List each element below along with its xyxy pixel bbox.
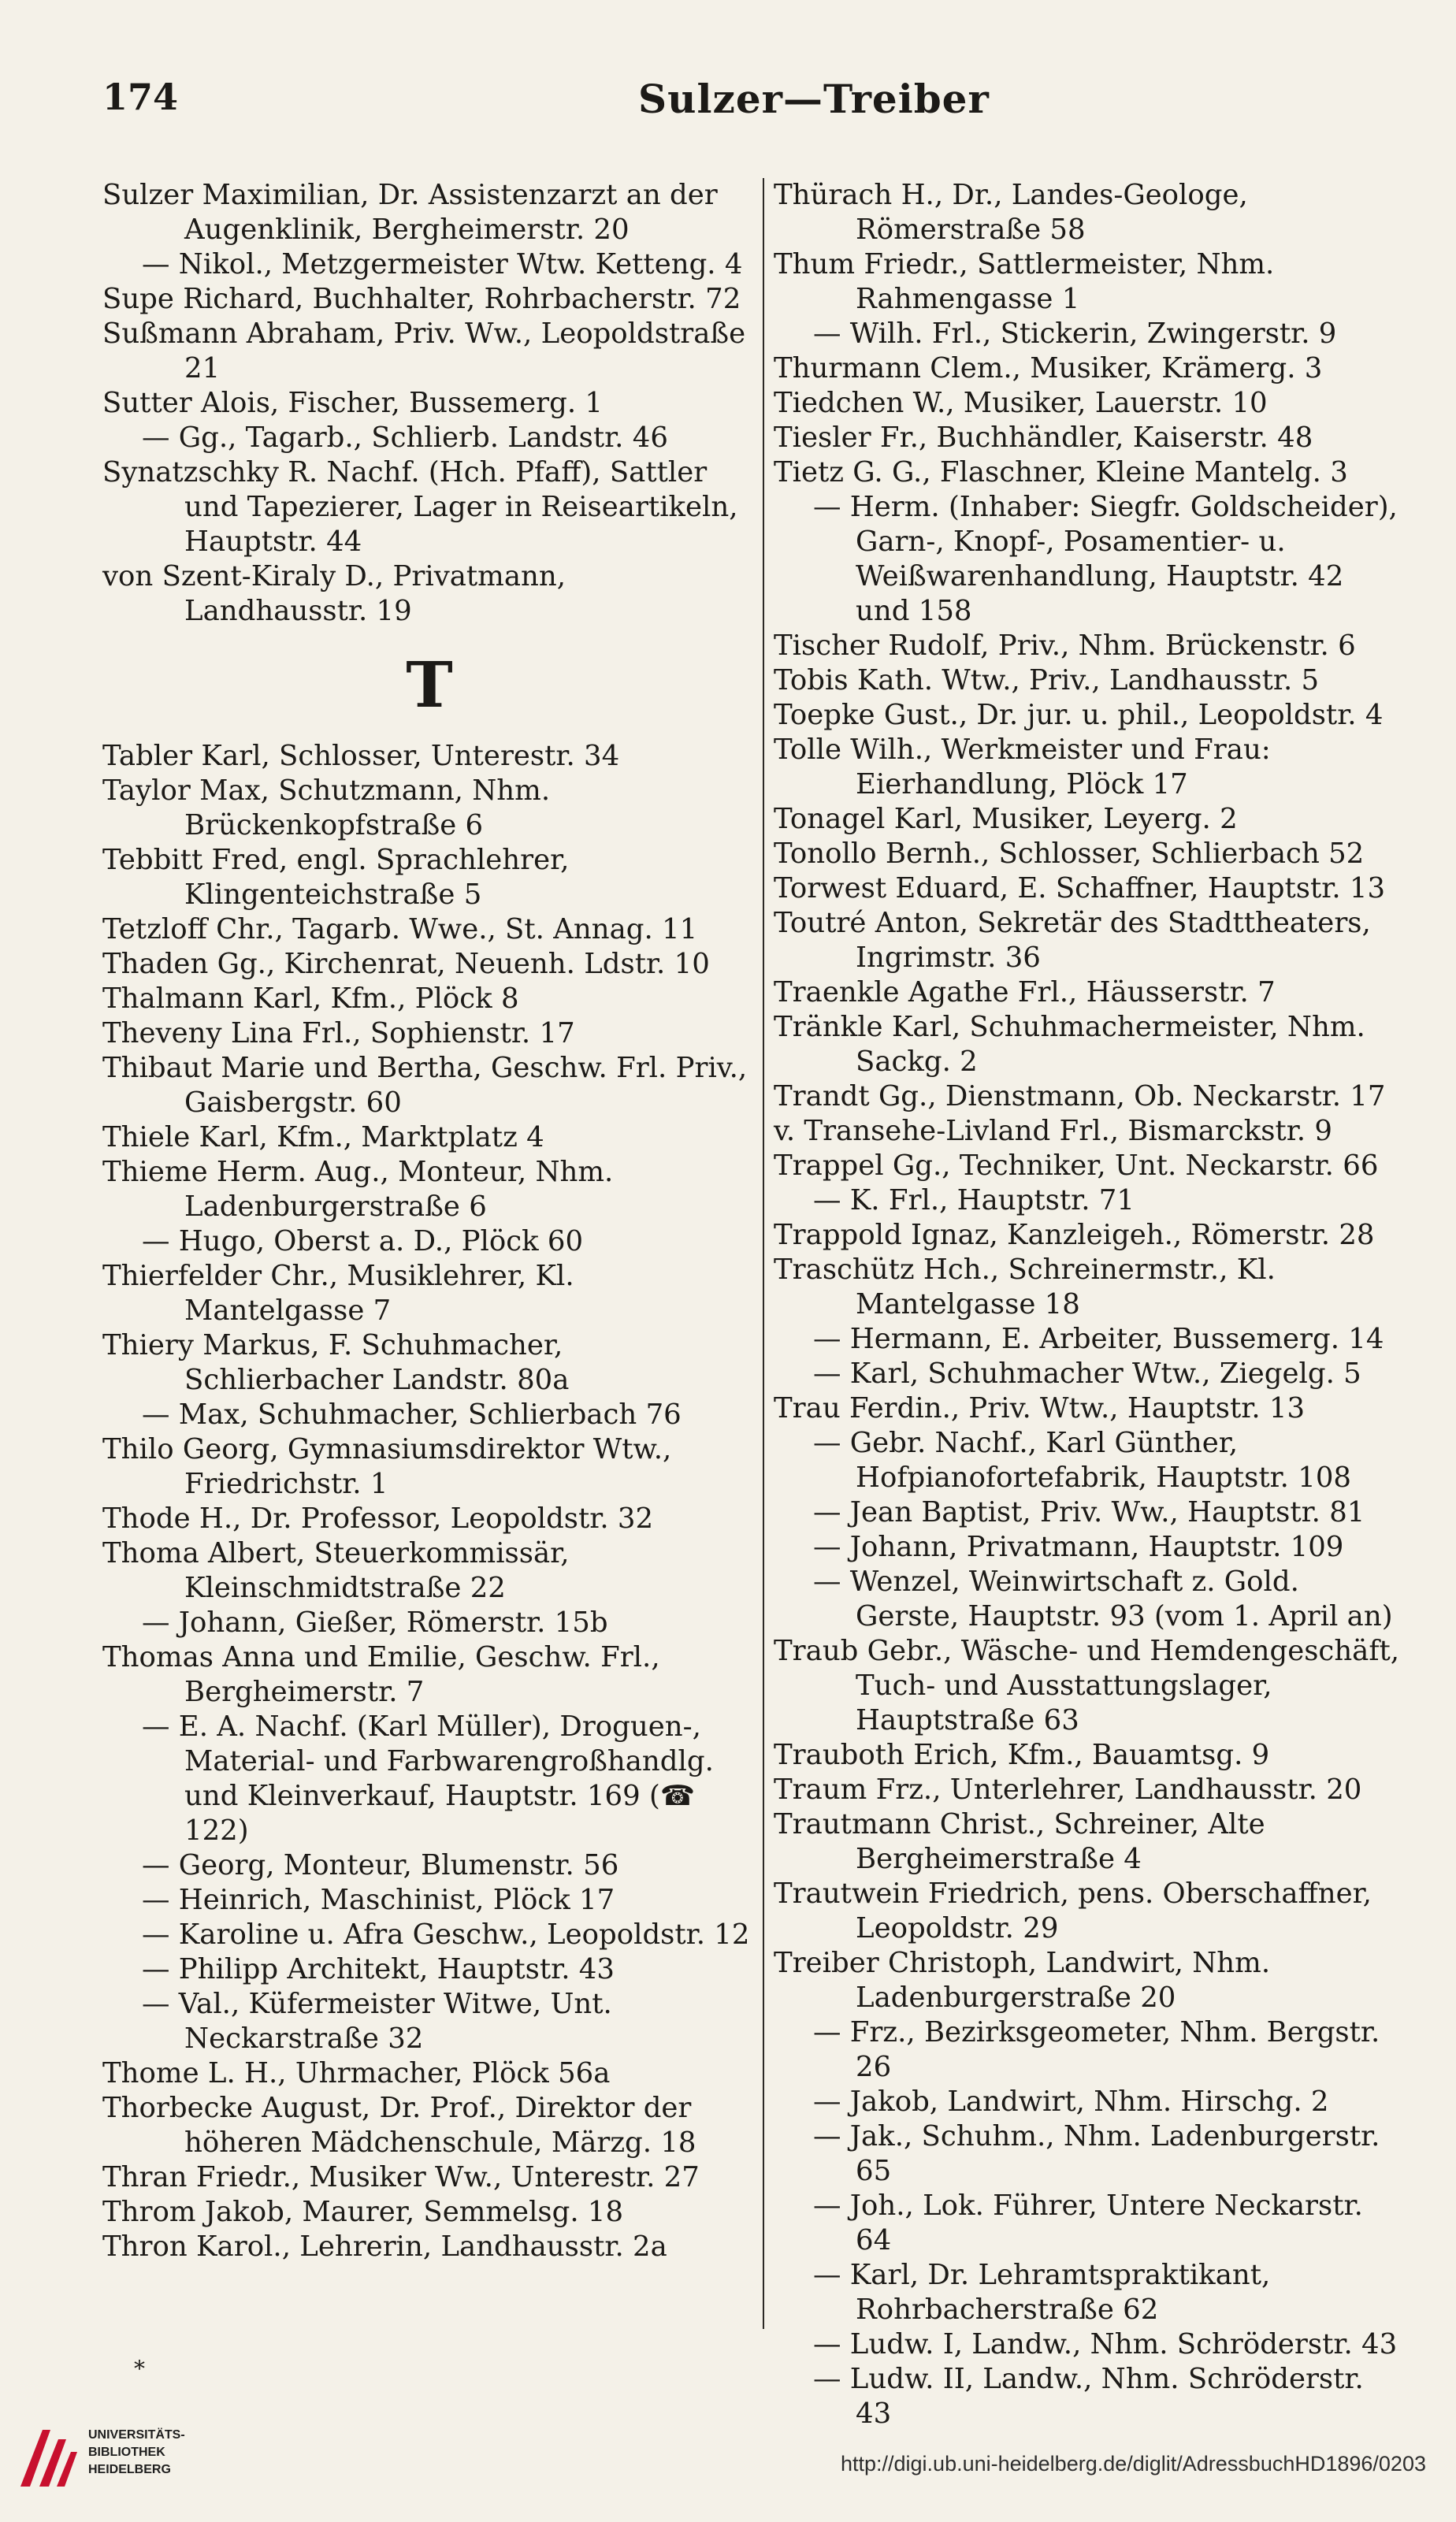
footnote-asterisk: * [134,2356,145,2382]
directory-entry: Tiedchen W., Musiker, Lauerstr. 10 [774,387,1268,419]
directory-entry: Traum Frz., Unterlehrer, Landhausstr. 20 [774,1774,1362,1806]
directory-entry: Thaden Gg., Kirchenrat, Neuenh. Ldstr. 10 [102,948,710,980]
directory-entry: Thode H., Dr. Professor, Leopoldstr. 32 [102,1502,654,1535]
directory-entry: — Georg, Monteur, Blumenstr. 56 [142,1849,619,1881]
directory-entry: Thiery Markus, F. Schuhmacher, Schlierbacher Landstr. 80a [102,1329,570,1396]
directory-entry: — Gebr. Nachf., Karl Günther, Hofpianofortefabrik, Hauptstr. 108 [813,1427,1351,1494]
directory-entry: Traub Gebr., Wäsche- und Hemdengeschäft, Tuch- und Ausstattungslager, Hauptstraße 63 [774,1635,1400,1736]
directory-entry: — Jakob, Landwirt, Nhm. Hirschg. 2 [813,2086,1329,2118]
directory-entry: Taylor Max, Schutzmann, Nhm. Brückenkopfstraße 6 [102,774,551,841]
directory-entry: Tetzloff Chr., Tagarb. Wwe., St. Annag. 11 [102,913,698,945]
column-divider [763,178,764,2329]
directory-entry: Thomas Anna und Emilie, Geschw. Frl., Bergheimerstr. 7 [102,1641,660,1708]
directory-entry: Supe Richard, Buchhalter, Rohrbacherstr. 72 [102,283,741,315]
directory-entry: — Max, Schuhmacher, Schlierbach 76 [142,1398,682,1431]
directory-entry: Thoma Albert, Steuerkommissär, Kleinschmidtstraße 22 [102,1537,570,1604]
directory-entry: Tonollo Bernh., Schlosser, Schlierbach 52 [774,838,1365,870]
directory-entry: Sußmann Abraham, Priv. Ww., Leopoldstraße 21 [102,318,746,384]
directory-entry: — Val., Küfermeister Witwe, Unt. Neckarstraße 32 [142,1988,612,2055]
directory-entry: — Johann, Privatmann, Hauptstr. 109 [813,1531,1344,1563]
directory-entry: Thibaut Marie und Bertha, Geschw. Frl. Priv., Gaisbergstr. 60 [102,1052,748,1119]
directory-entry: — Frz., Bezirksgeometer, Nhm. Bergstr. 26 [813,2016,1380,2083]
directory-entry: von Szent-Kiraly D., Privatmann, Landhausstr. 19 [102,560,566,627]
directory-entry: — Jean Baptist, Priv. Ww., Hauptstr. 81 [813,1496,1365,1528]
directory-entry: — Joh., Lok. Führer, Untere Neckarstr. 64 [813,2190,1363,2256]
directory-entry: Thiele Karl, Kfm., Marktplatz 4 [102,1121,544,1153]
directory-entry: Thilo Georg, Gymnasiumsdirektor Wtw., Friedrichstr. 1 [102,1433,672,1500]
directory-entry: — Hugo, Oberst a. D., Plöck 60 [142,1225,584,1257]
left-column [102,178,756,2264]
directory-entry: — Nikol., Metzgermeister Wtw. Ketteng. 4 [142,248,743,280]
directory-entry: Trappel Gg., Techniker, Unt. Neckarstr. 66 [774,1150,1379,1182]
page-number: 174 [102,76,179,118]
directory-entry: — Gg., Tagarb., Schlierb. Landstr. 46 [142,422,668,454]
directory-entry: Tobis Kath. Wtw., Priv., Landhausstr. 5 [774,664,1320,696]
right-column [774,178,1404,2431]
directory-entry: — Jak., Schuhm., Nhm. Ladenburgerstr. 65 [813,2120,1380,2187]
directory-entry: — Heinrich, Maschinist, Plöck 17 [142,1884,615,1916]
directory-entry: Thalmann Karl, Kfm., Plöck 8 [102,982,519,1015]
directory-entry: — K. Frl., Hauptstr. 71 [813,1184,1135,1216]
directory-entry: Tolle Wilh., Werkmeister und Frau: Eierhandlung, Plöck 17 [774,734,1271,800]
section-letter: T [406,648,453,722]
directory-entry: Trautmann Christ., Schreiner, Alte Bergheimerstraße 4 [774,1808,1265,1875]
directory-entry: Thome L. H., Uhrmacher, Plöck 56a [102,2057,611,2089]
directory-entry: — Johann, Gießer, Römerstr. 15b [142,1606,608,1639]
directory-entry: Trandt Gg., Dienstmann, Ob. Neckarstr. 17 [774,1080,1386,1112]
directory-entry: Trautwein Friedrich, pens. Oberschaffner, Leopoldstr. 29 [774,1878,1372,1944]
directory-entry: Tischer Rudolf, Priv., Nhm. Brückenstr. 6 [774,630,1356,662]
directory-entry: Theveny Lina Frl., Sophienstr. 17 [102,1017,575,1049]
directory-entry: Tebbitt Fred, engl. Sprachlehrer, Klingenteichstraße 5 [102,844,570,911]
directory-entry: — Karl, Dr. Lehramtspraktikant, Rohrbacherstraße 62 [813,2259,1271,2326]
directory-entry: Sutter Alois, Fischer, Bussemerg. 1 [102,387,603,419]
directory-entry: Traenkle Agathe Frl., Häusserstr. 7 [774,976,1276,1008]
directory-entry: Thran Friedr., Musiker Ww., Unterestr. 27 [102,2161,700,2193]
directory-entry: — Karoline u. Afra Geschw., Leopoldstr. 12 [142,1918,750,1951]
directory-entry: — Ludw. II, Landw., Nhm. Schröderstr. 43 [813,2363,1364,2430]
directory-entry: Toepke Gust., Dr. jur. u. phil., Leopoldstr. 4 [774,699,1384,731]
directory-entry: Torwest Eduard, E. Schaffner, Hauptstr. 13 [774,872,1386,904]
directory-entry: Tietz G. G., Flaschner, Kleine Mantelg. 3 [774,456,1348,488]
logo-line-2: BIBLIOTHEK [88,2446,165,2459]
library-logo[interactable] [16,2419,221,2505]
directory-entry: Synatzschky R. Nachf. (Hch. Pfaff), Sattler und Tapezierer, Lager in Reiseartikeln, Hauptstr. 44 [102,456,738,558]
page-header [102,76,1363,139]
directory-entry: Thieme Herm. Aug., Monteur, Nhm. Ladenburgerstraße 6 [102,1156,614,1223]
directory-entry: Throm Jakob, Maurer, Semmelsg. 18 [102,2196,624,2228]
directory-entry: — Philipp Architekt, Hauptstr. 43 [142,1953,615,1985]
directory-entry: — Wenzel, Weinwirtschaft z. Gold. Gerste, Hauptstr. 93 (vom 1. April an) [813,1566,1393,1632]
directory-entry: Trau Ferdin., Priv. Wtw., Hauptstr. 13 [774,1392,1306,1424]
source-url-link[interactable]: http://digi.ub.uni-heidelberg.de/diglit/AdressbuchHD1896/0203 [840,2452,1426,2476]
directory-entry: Tonagel Karl, Musiker, Leyerg. 2 [774,803,1238,835]
directory-entry: Thum Friedr., Sattlermeister, Nhm. Rahmengasse 1 [774,248,1275,315]
directory-entry: v. Transehe-Livland Frl., Bismarckstr. 9 [774,1115,1332,1147]
directory-entry: Trauboth Erich, Kfm., Bauamtsg. 9 [774,1739,1270,1771]
directory-entry: Thorbecke August, Dr. Prof., Direktor der höheren Mädchenschule, Märzg. 18 [102,2092,696,2159]
logo-line-3: HEIDELBERG [88,2463,171,2476]
directory-entry: Sulzer Maximilian, Dr. Assistenzarzt an der Augenklinik, Bergheimerstr. 20 [102,179,718,246]
directory-entry: Trappold Ignaz, Kanzleigeh., Römerstr. 28 [774,1219,1375,1251]
directory-entry: — Wilh. Frl., Stickerin, Zwingerstr. 9 [813,318,1337,350]
directory-entry: Tränkle Karl, Schuhmachermeister, Nhm. Sackg. 2 [774,1011,1365,1078]
directory-entry: Tiesler Fr., Buchhändler, Kaiserstr. 48 [774,422,1313,454]
directory-entry: Thierfelder Chr., Musiklehrer, Kl. Mantelgasse 7 [102,1260,574,1327]
directory-entry: — E. A. Nachf. (Karl Müller), Droguen-, Material- und Farbwarengroßhandlg. und Kleinverkauf, Hauptstr. 169 (☎ 122) [142,1710,714,1847]
directory-entry: — Hermann, E. Arbeiter, Bussemerg. 14 [813,1323,1384,1355]
directory-entry: Toutré Anton, Sekretär des Stadttheaters, Ingrimstr. 36 [774,907,1371,974]
directory-entry: — Karl, Schuhmacher Wtw., Ziegelg. 5 [813,1358,1361,1390]
university-seal-icon [16,2424,77,2493]
directory-entry: — Ludw. I, Landw., Nhm. Schröderstr. 43 [813,2328,1398,2360]
directory-entry: Tabler Karl, Schlosser, Unterestr. 34 [102,740,620,772]
running-head: Sulzer—Treiber [638,76,990,122]
logo-line-1: UNIVERSITÄTS- [88,2428,185,2442]
directory-entry: — Herm. (Inhaber: Siegfr. Goldscheider), Garn-, Knopf-, Posamentier- u. Weißwarenhandlung, Hauptstr. 42 und 158 [813,491,1398,627]
directory-entry: Thurmann Clem., Musiker, Krämerg. 3 [774,352,1323,384]
directory-entry: Thron Karol., Lehrerin, Landhausstr. 2a [102,2230,667,2263]
directory-entry: Thürach H., Dr., Landes-Geologe, Römerstraße 58 [774,179,1248,246]
logo-text [88,2427,185,2479]
directory-entry: Treiber Christoph, Landwirt, Nhm. Ladenburgerstraße 20 [774,1947,1271,2014]
directory-entry: Traschütz Hch., Schreinermstr., Kl. Mantelgasse 18 [774,1254,1276,1320]
